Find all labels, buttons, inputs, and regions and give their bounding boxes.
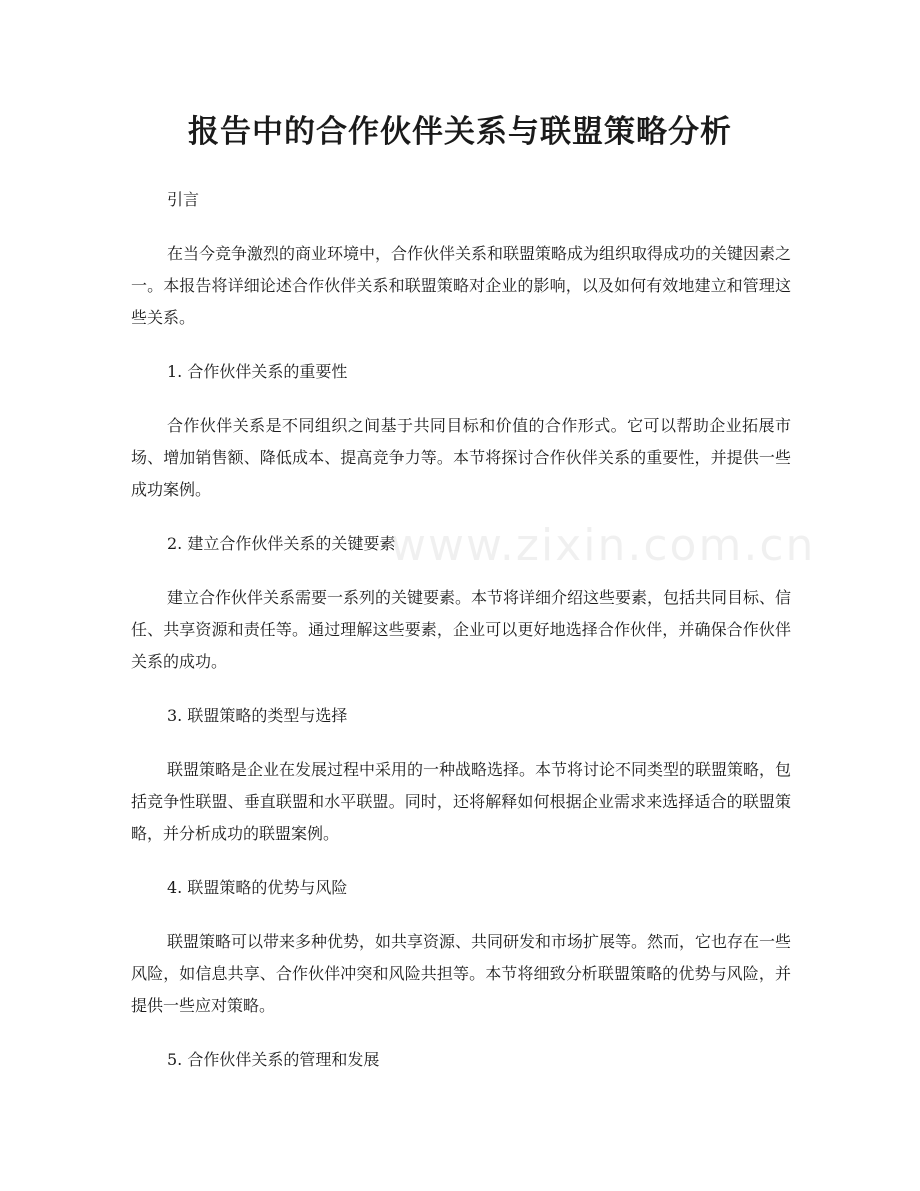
watermark: www.zixin.com.cn — [390, 520, 816, 571]
section-heading-intro: 引言 — [167, 190, 200, 209]
section-paragraph-intro: 在当今竞争激烈的商业环境中，合作伙伴关系和联盟策略成为组织取得成功的关键因素之一。本报告将详细论述合作伙伴关系和联盟策略对企业的影响，以及如何有效地建立和管理这些关系。 — [131, 244, 792, 327]
section-paragraph-1: 合作伙伴关系是不同组织之间基于共同目标和价值的合作形式。它可以帮助企业拓展市场、增加销售额、降低成本、提高竞争力等。本节将探讨合作伙伴关系的重要性，并提供一些成功案例。 — [131, 416, 791, 499]
section-heading-4: 4. 联盟策略的优势与风险 — [167, 878, 348, 897]
section-paragraph-2: 建立合作伙伴关系需要一系列的关键要素。本节将详细介绍这些要素，包括共同目标、信任、共享资源和责任等。通过理解这些要素，企业可以更好地选择合作伙伴，并确保合作伙伴关系的成功。 — [131, 588, 792, 671]
section-paragraph-4: 联盟策略可以带来多种优势，如共享资源、共同研发和市场扩展等。然而，它也存在一些风险，如信息共享、合作伙伴冲突和风险共担等。本节将细致分析联盟策略的优势与风险，并提供一些应对策略。 — [131, 932, 792, 1015]
section-heading-3: 3. 联盟策略的类型与选择 — [167, 706, 348, 725]
section-heading-2: 2. 建立合作伙伴关系的关键要素 — [167, 534, 396, 553]
section-heading-1: 1. 合作伙伴关系的重要性 — [167, 362, 348, 381]
document-body — [131, 184, 791, 1076]
document-title: 报告中的合作伙伴关系与联盟策略分析 — [188, 114, 732, 150]
section-paragraph-3: 联盟策略是企业在发展过程中采用的一种战略选择。本节将讨论不同类型的联盟策略，包括竞争性联盟、垂直联盟和水平联盟。同时，还将解释如何根据企业需求来选择适合的联盟策略，并分析成功的联盟案例。 — [131, 760, 792, 843]
section-heading-5: 5. 合作伙伴关系的管理和发展 — [167, 1050, 380, 1069]
